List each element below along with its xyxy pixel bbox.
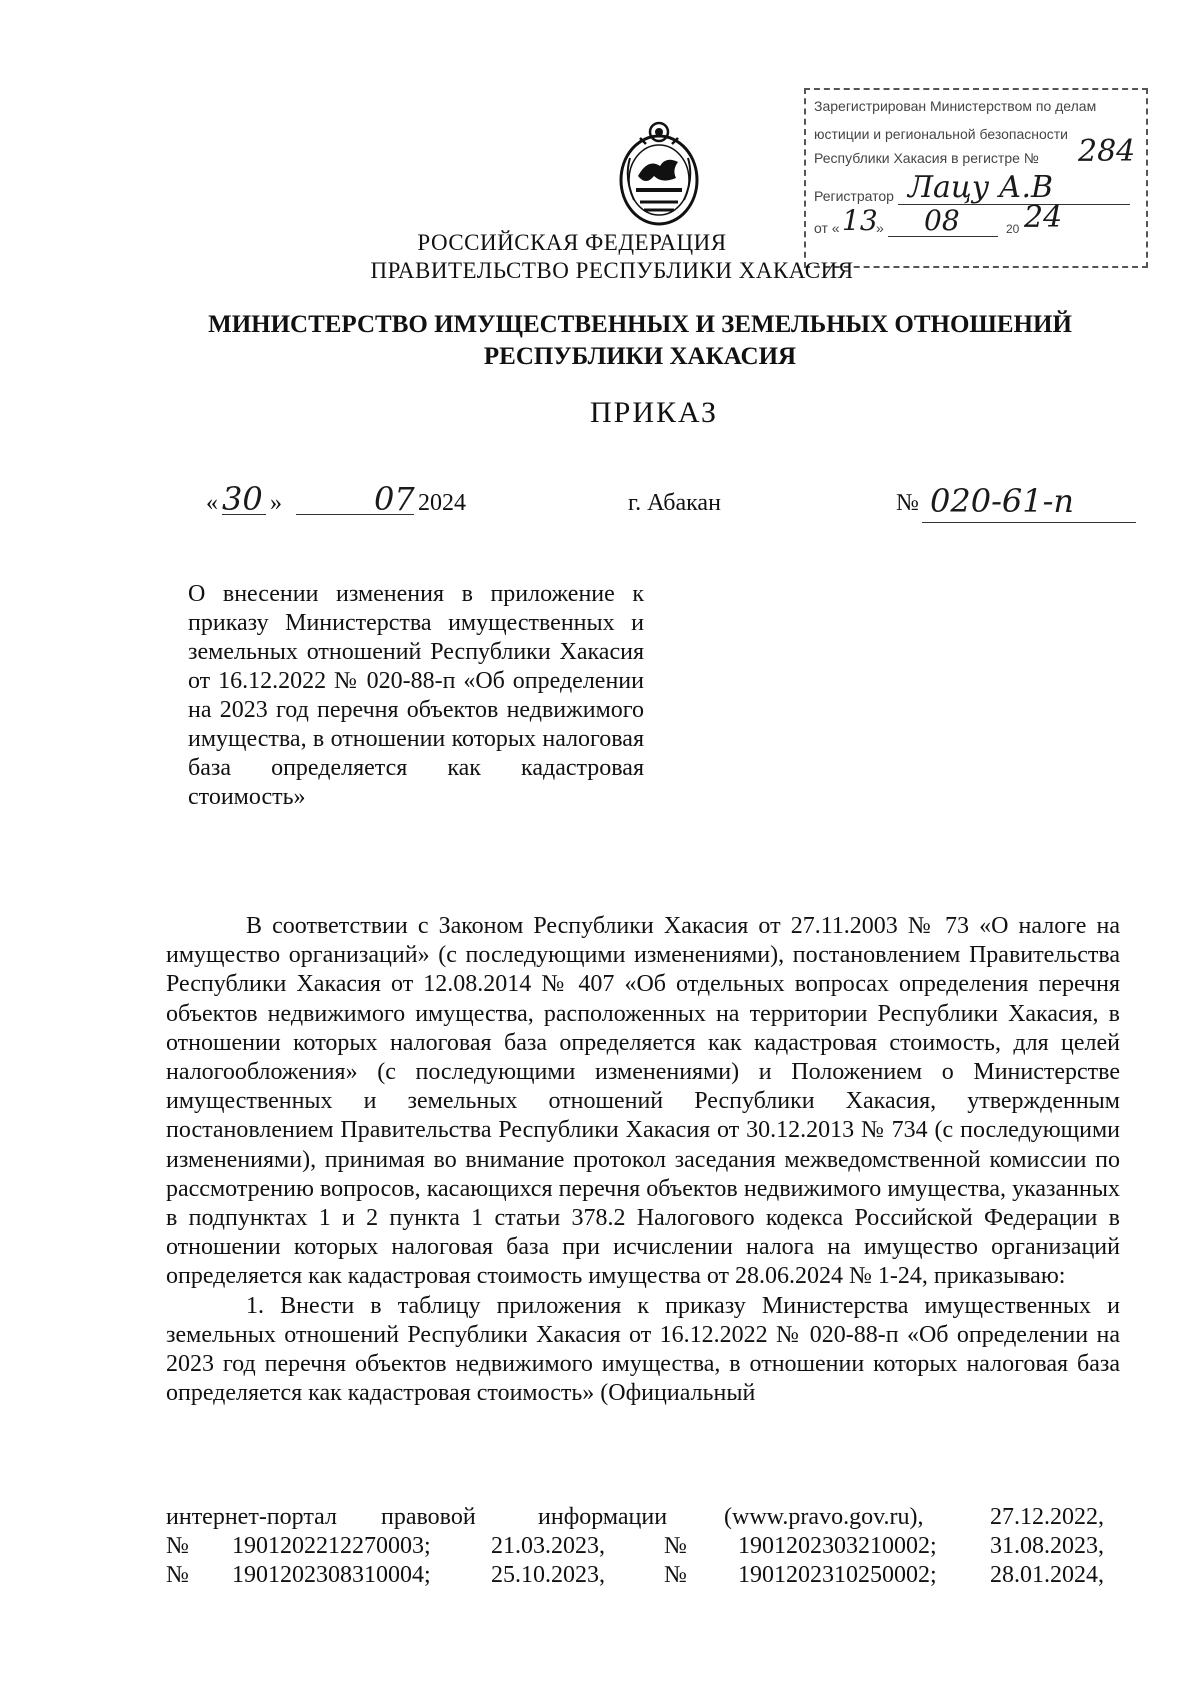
registry-row-2: [166, 1562, 1120, 1592]
portal-row: [166, 1504, 1120, 1534]
order-date-close-quote: »: [270, 490, 282, 516]
registry-cell: 28.01.2024,: [990, 1562, 1104, 1588]
order-date-year: 2024: [418, 490, 466, 516]
order-date-month-underline: [296, 514, 414, 515]
registry-cell: 1901202308310004;: [232, 1562, 431, 1588]
stamp-line-3: Республики Хакасия в регистре №: [814, 150, 1039, 166]
portal-row-cell: правовой: [381, 1504, 476, 1530]
order-date-month: 07: [374, 480, 415, 518]
government-heading: ПРАВИТЕЛЬСТВО РЕСПУБЛИКИ ХАКАСИЯ: [370, 258, 854, 283]
stamp-date-prefix: от «: [814, 220, 840, 236]
stamp-line-1: Зарегистрирован Министерством по делам: [814, 98, 1097, 114]
stamp-date-month: 08: [924, 204, 960, 237]
portal-row-cell: интернет-портал: [166, 1504, 337, 1530]
order-body: [166, 912, 1120, 1408]
portal-row-cell: информации: [538, 1504, 668, 1530]
body-paragraph-2: 1. Внести в таблицу приложения к приказу Министерства имущественных и земельных отношений Республики Хакасия от 16.12.2022 № 020-88-п «Об определении на 2023 год перечня объектов недвижимого имущества, в отношении которых налоговая база определяется как кадастровая стоимость» (Официальный: [166, 1292, 1120, 1407]
ministry-title-line-2: РЕСПУБЛИКИ ХАКАСИЯ: [483, 343, 797, 370]
stamp-date-year: 24: [1024, 200, 1063, 235]
registry-row-1: [166, 1533, 1120, 1563]
registry-cell: №: [664, 1562, 687, 1588]
stamp-date-day: 13: [842, 204, 878, 237]
coat-of-arms-icon: [610, 118, 708, 228]
stamp-registrar-signature: Лацу А.В: [908, 170, 1054, 205]
registry-cell: 31.08.2023,: [990, 1533, 1104, 1559]
stamp-line-2: юстиции и региональной безопасности: [814, 126, 1068, 142]
registry-cell: 25.10.2023,: [491, 1562, 605, 1588]
registry-cell: 1901202310250002;: [738, 1562, 937, 1588]
stamp-registrar-label: Регистратор: [814, 188, 894, 204]
stamp-date-mid: »: [876, 220, 884, 236]
order-subject: О внесении изменения в приложение к приказу Министерства имущественных и земельных отношений Республики Хакасия от 16.12.2022 № 020-88-п «Об определении на 2023 год перечня объектов недвижимого имущества, в отношении которых налоговая база определяется как кадастровая стоимость»: [188, 581, 644, 810]
registry-cell: №: [166, 1533, 189, 1559]
registry-cell: 1901202303210002;: [738, 1533, 937, 1559]
stamp-reg-number: 284: [1078, 134, 1136, 169]
registry-cell: №: [166, 1562, 189, 1588]
body-paragraph-1: В соответствии с Законом Республики Хакасия от 27.11.2003 № 73 «О налоге на имущество организаций» (с последующими изменениями), постановлением Правительства Республики Хакасия от 12.08.2014 № 407 «Об отдельных вопросах определения перечня объектов недвижимого имущества, расположенных на территории Республики Хакасия, в отношении которых налоговая база определяется как кадастровая стоимость, для целей налогообложения» (с последующими изменениями) и Положением о Министерстве имущественных и земельных отношений Республики Хакасия, утвержденным постановлением Правительства Республики Хакасия от 30.12.2013 № 734 (с последующими изменениями), принимая во внимание протокол заседания межведомственной комиссии по рассмотрению вопросов, касающихся перечня объектов недвижимого имущества, указанных в подпунктах 1 и 2 пункта 1 статьи 378.2 Налогового кодекса Российской Федерации в отношении которых налоговая база при исчислении налога на имущество организаций определяется как кадастровая стоимость имущества от 28.06.2024 № 1-24, приказываю:: [166, 913, 1120, 1290]
registry-cell: №: [664, 1533, 687, 1559]
portal-row-cell: (www.pravo.gov.ru),: [724, 1504, 924, 1530]
portal-row-cell: 27.12.2022,: [990, 1504, 1104, 1530]
order-number: 020-61-п: [930, 482, 1075, 520]
ministry-title-line-1: МИНИСТЕРСТВО ИМУЩЕСТВЕННЫХ И ЗЕМЕЛЬНЫХ ОТНОШЕНИЙ: [208, 311, 1072, 338]
country-heading: РОССИЙСКАЯ ФЕДЕРАЦИЯ: [417, 230, 727, 255]
order-number-prefix: №: [896, 490, 919, 516]
order-date-day-underline: [222, 514, 266, 515]
registry-cell: 21.03.2023,: [491, 1533, 605, 1559]
order-date-day: 30: [222, 480, 263, 518]
order-date-open-quote: «: [206, 490, 218, 516]
stamp-date-year-prefix: 20: [1006, 222, 1020, 236]
document-type-title: ПРИКАЗ: [590, 396, 718, 429]
order-city: г. Абакан: [628, 490, 721, 516]
registry-cell: 1901202212270003;: [232, 1533, 431, 1559]
order-number-underline: [922, 522, 1136, 523]
